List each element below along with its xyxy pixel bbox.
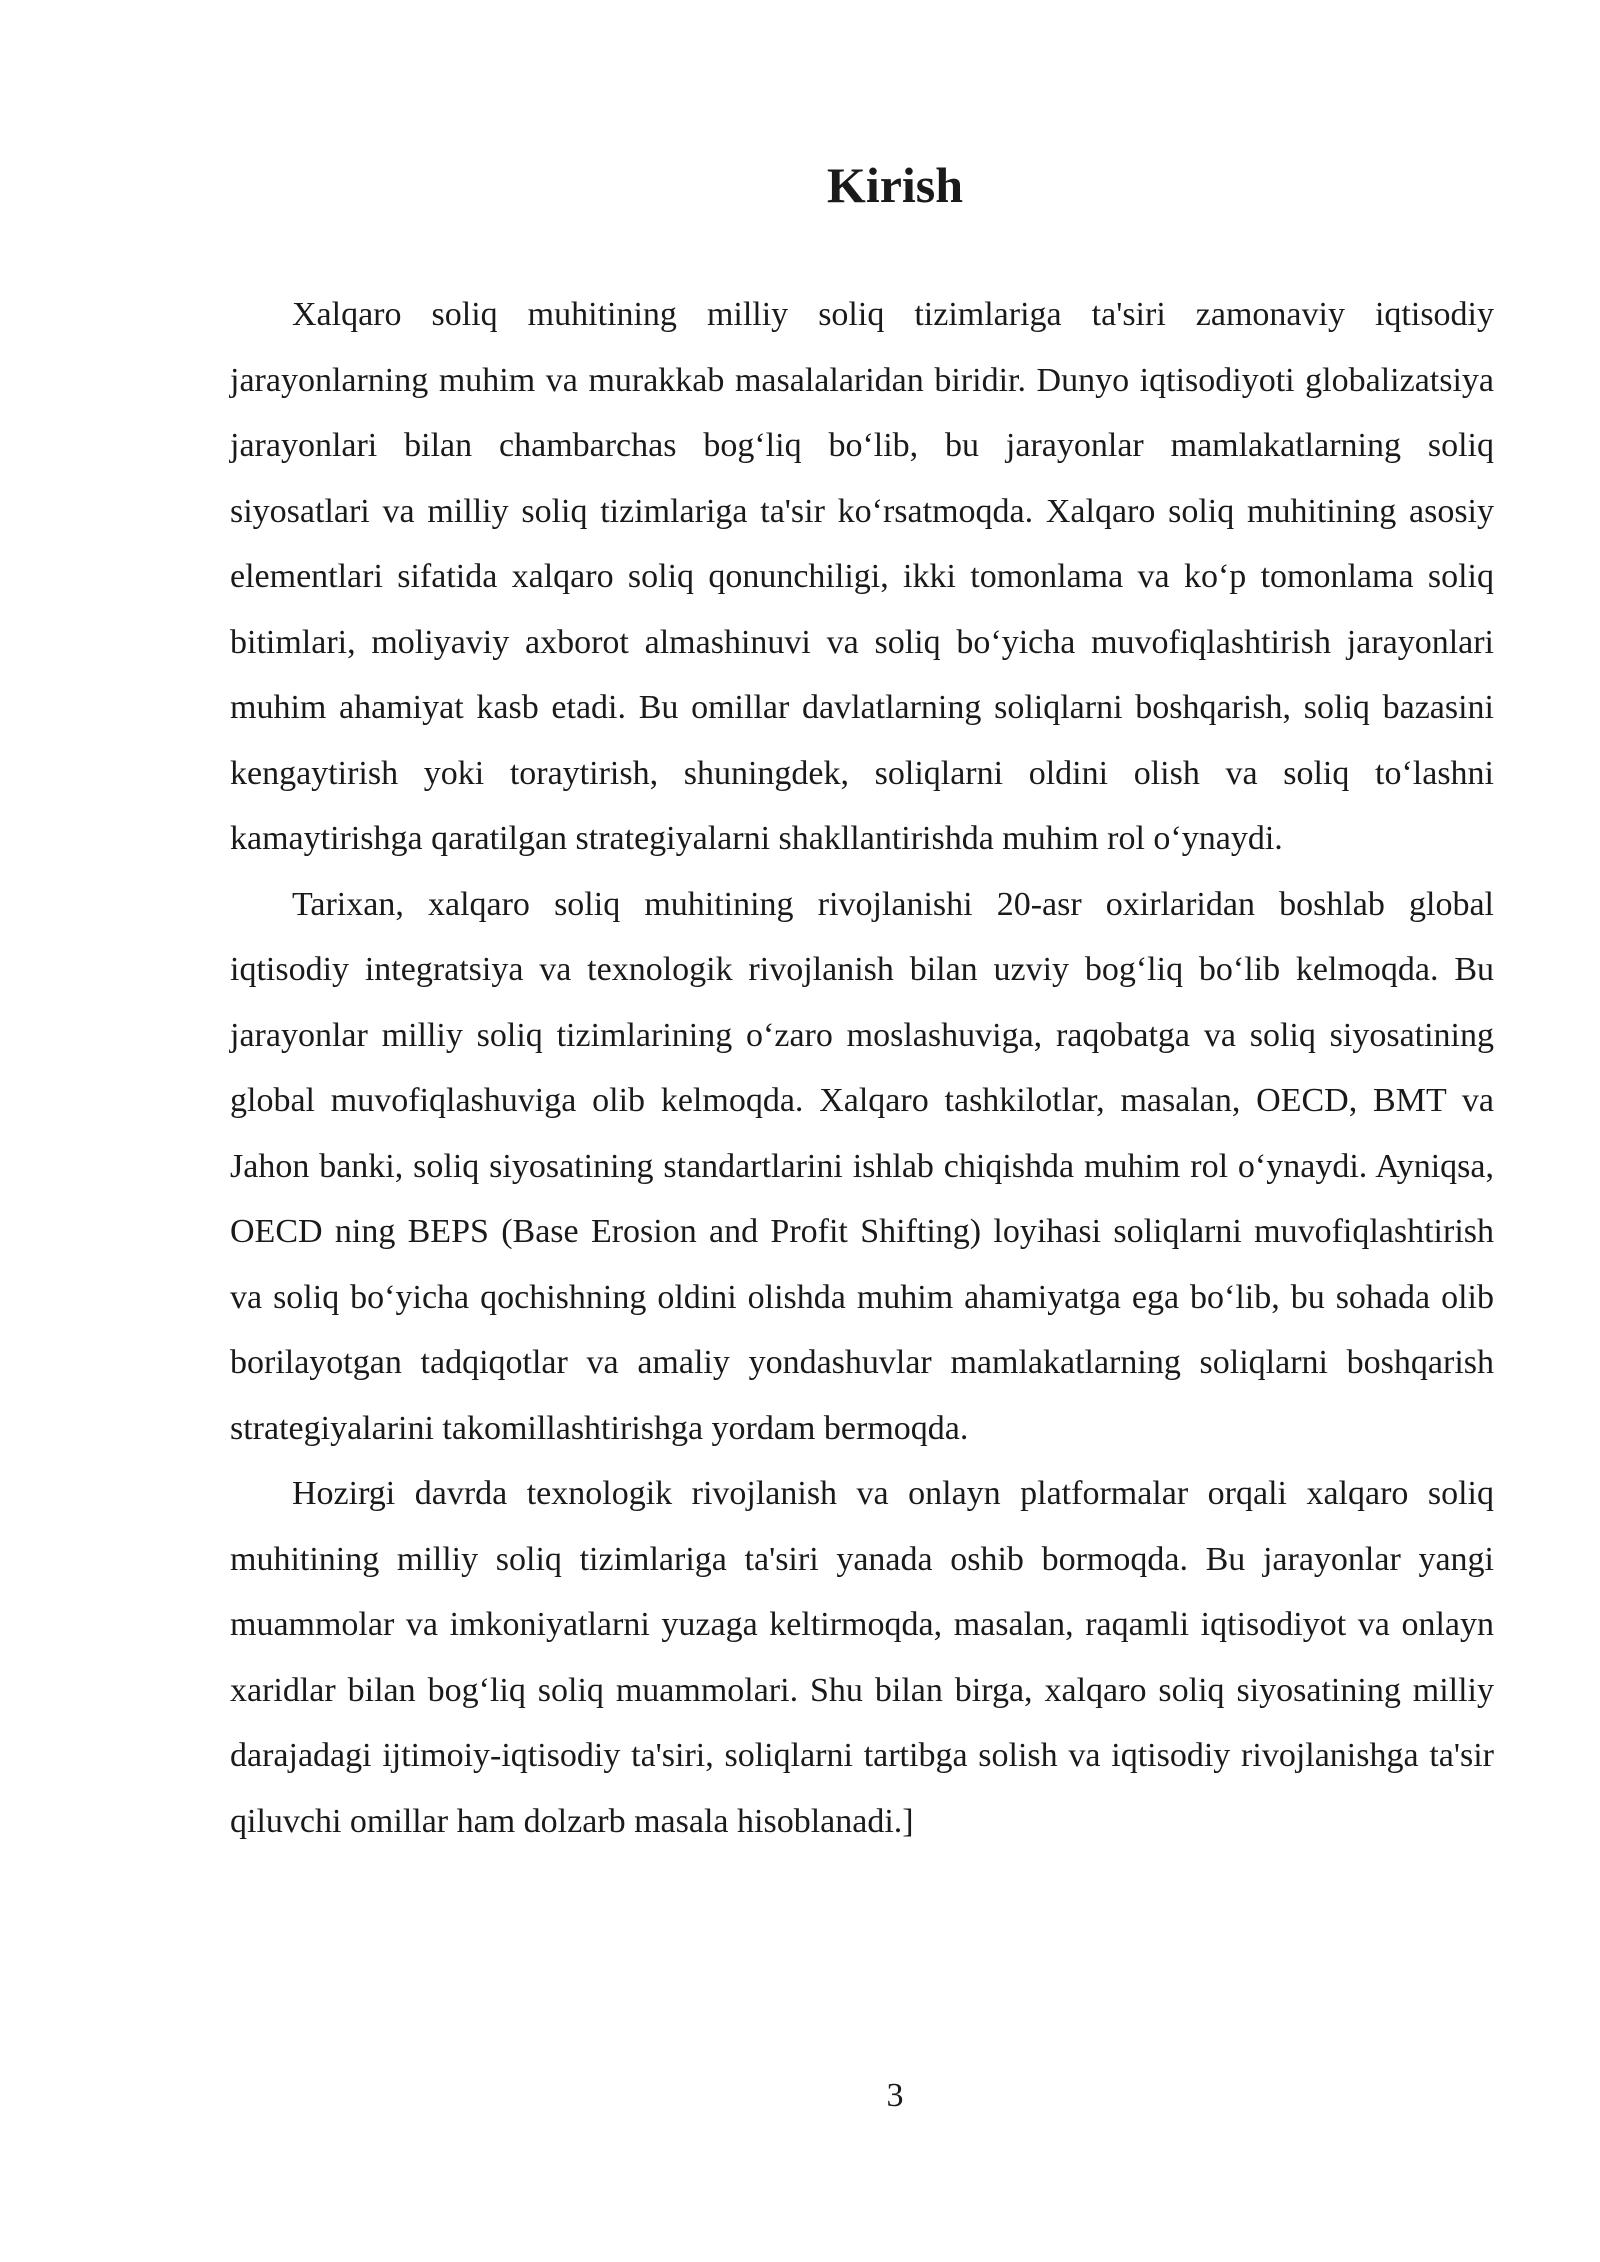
page-number: 3 [886,2077,904,2114]
paragraph-1: Xalqaro soliq muhitining milliy soliq tizimlariga ta'siri zamonaviy iqtisodiy jarayonlarning muhim va murakkab masalalaridan biridir. Dunyo iqtisodiyoti globalizatsiya jarayonlari bilan chambarchas bog‘liq bo‘lib, bu jarayonlar mamlakatlarning soliq siyosatlari va milliy soliq tizimlariga ta'sir ko‘rsatmoqda. Xalqaro soliq muhitining asosiy elementlari sifatida xalqaro soliq qonunchiligi, ikki tomonlama va ko‘p tomonlama soliq bitimlari, moliyaviy axborot almashinuvi va soliq bo‘yicha muvofiqlashtirish jarayonlari muhim ahamiyat kasb etadi. Bu omillar davlatlarning soliqlarni boshqarish, soliq bazasini kengaytirish yoki toraytirish, shuningdek, soliqlarni oldini olish va soliq to‘lashni kamaytirishga qaratilgan strategiyalarni shakllantirishda muhim rol o‘ynaydi. [230,296,1494,857]
body-text [230,282,1494,1854]
page-title: Kirish [826,157,964,213]
paragraph-3: Hozirgi davrda texnologik rivojlanish va onlayn platformalar orqali xalqaro soliq muhitining milliy soliq tizimlariga ta'siri yanada oshib bormoqda. Bu jarayonlar yangi muammolar va imkoniyatlarni yuzaga keltirmoqda, masalan, raqamli iqtisodiyot va onlayn xaridlar bilan bog‘liq soliq muammolari. Shu bilan birga, xalqaro soliq siyosatining milliy darajadagi ijtimoiy-iqtisodiy ta'siri, soliqlarni tartibga solish va iqtisodiy rivojlanishga ta'sir qiluvchi omillar ham dolzarb masala hisoblanadi.] [230,1475,1494,1840]
paragraph-2: Tarixan, xalqaro soliq muhitining rivojlanishi 20-asr oxirlaridan boshlab global iqtisodiy integratsiya va texnologik rivojlanish bilan uzviy bog‘liq bo‘lib kelmoqda. Bu jarayonlar milliy soliq tizimlarining o‘zaro moslashuviga, raqobatga va soliq siyosatining global muvofiqlashuviga olib kelmoqda. Xalqaro tashkilotlar, masalan, OECD, BMT va Jahon banki, soliq siyosatining standartlarini ishlab chiqishda muhim rol o‘ynaydi. Ayniqsa, OECD ning BEPS (Base Erosion and Profit Shifting) loyihasi soliqlarni muvofiqlashtirish va soliq bo‘yicha qochishning oldini olishda muhim ahamiyatga ega bo‘lib, bu sohada olib borilayotgan tadqiqotlar va amaliy yondashuvlar mamlakatlarning soliqlarni boshqarish strategiyalarini takomillashtirishga yordam bermoqda. [230,885,1494,1447]
